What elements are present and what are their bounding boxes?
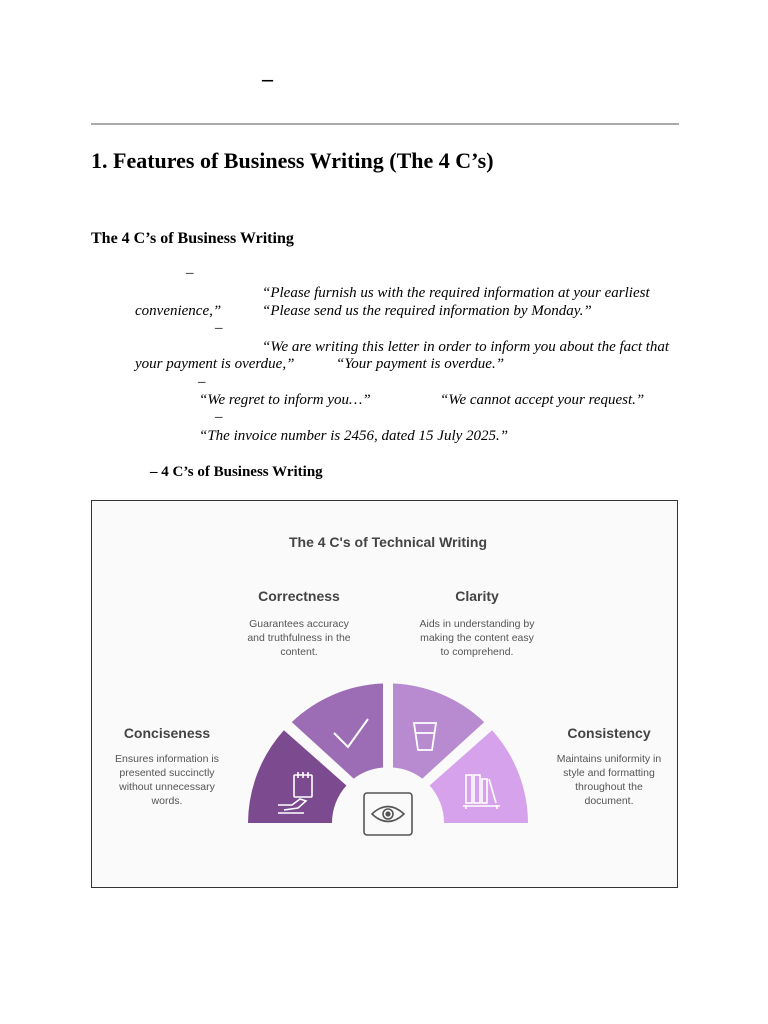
top-dash-mark: – <box>262 66 273 91</box>
conciseness-desc: words. <box>151 795 183 807</box>
consistency-desc: Maintains uniformity in <box>556 753 662 765</box>
subheading: The 4 C’s of Business Writing <box>91 230 294 247</box>
example-text: your payment is overdue,” <box>135 356 295 372</box>
consistency-desc: style and formatting <box>563 767 655 779</box>
conciseness-desc: presented succinctly <box>119 767 215 779</box>
example-text: “We cannot accept your request.” <box>440 392 645 408</box>
example-text: “The invoice number is 2456, dated 15 July 2025.” <box>199 428 509 444</box>
example-text: “Your payment is overdue.” <box>336 356 505 372</box>
clarity-desc: making the content easy <box>420 632 534 644</box>
correctness-desc: content. <box>280 646 318 658</box>
figure-caption: – 4 C’s of Business Writing <box>150 464 323 480</box>
example-dash: – <box>186 265 194 281</box>
example-text: “Please furnish us with the required information at your earliest <box>262 285 650 301</box>
four-cs-figure <box>91 500 678 888</box>
example-text: “Please send us the required information by Monday.” <box>262 303 592 319</box>
clarity-desc: Aids in understanding by <box>419 618 535 630</box>
correctness-desc: and truthfulness in the <box>247 632 351 644</box>
correctness-desc: Guarantees accuracy <box>249 618 349 630</box>
example-dash: – <box>198 374 206 390</box>
conciseness-desc: without unnecessary <box>119 781 215 793</box>
example-text: convenience,” <box>135 303 222 319</box>
consistency-title: Consistency <box>567 725 651 741</box>
example-dash: – <box>215 409 223 425</box>
example-dash: – <box>215 320 223 336</box>
conciseness-title: Conciseness <box>123 725 211 741</box>
correctness-title: Correctness <box>258 588 340 604</box>
eye-icon <box>364 793 412 835</box>
clarity-desc: to comprehend. <box>440 646 514 658</box>
example-text: “We regret to inform you…” <box>199 392 371 408</box>
figure-title: The 4 C's of Technical Writing <box>288 534 488 550</box>
horizontal-rule <box>91 123 679 125</box>
example-text: “We are writing this letter in order to inform you about the fact that <box>262 339 670 355</box>
conciseness-desc: Ensures information is <box>115 753 219 765</box>
consistency-desc: throughout the <box>575 781 643 793</box>
section-heading: 1. Features of Business Writing (The 4 C’s) <box>91 148 494 173</box>
clarity-title: Clarity <box>455 588 499 604</box>
consistency-desc: document. <box>584 795 634 807</box>
